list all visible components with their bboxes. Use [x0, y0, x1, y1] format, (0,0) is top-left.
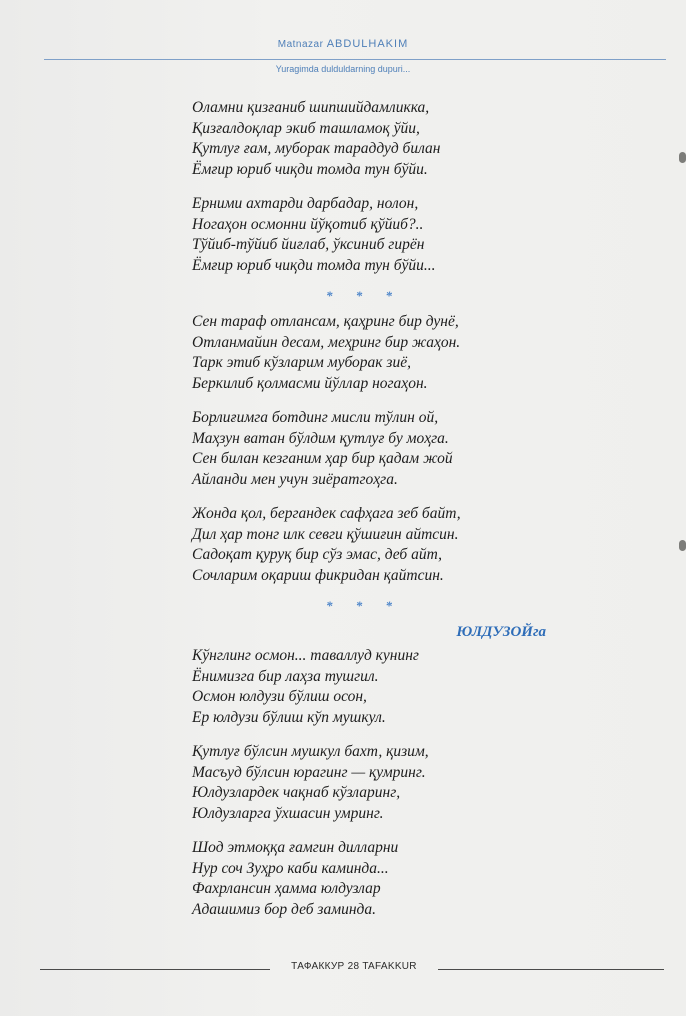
stanza [192, 742, 572, 824]
poem-line: Ногаҳон осмонни йўқотиб қўйиб?.. [192, 215, 424, 233]
author-last-name: ABDULHAKIM [326, 38, 409, 50]
punch-hole-icon [679, 540, 686, 551]
stanza [192, 504, 572, 586]
poem-line: Ёмғир юриб чиқди томда тун бўйи... [192, 256, 436, 274]
poem-line: Кўнглинг осмон... таваллуд кунинг [192, 647, 419, 664]
poem-line: Шод этмоққа ғамгин дилларни [192, 839, 399, 856]
poem-line: Садоқат қуруқ бир сўз эмас, деб айт, [192, 546, 443, 563]
stanza [192, 312, 572, 394]
poem-line: Ерними ахтарди дарбадар, нолон, [192, 195, 419, 212]
section-separator: * * * [326, 598, 402, 613]
footer-divider-right [438, 969, 664, 970]
poem-line: Адашимиз бор деб заминда. [192, 900, 377, 918]
stanza [192, 646, 572, 728]
footer-divider-left [40, 969, 270, 970]
poem-line: Дил ҳар тонг илк севги қўшиғин айтсин. [192, 525, 459, 543]
poem-line: Тўйиб-тўйиб йиғлаб, ўксиниб гирён [192, 236, 425, 253]
poem-line: Осмон юлдузи бўлиш осон, [192, 688, 367, 705]
author-first-name: Matnazar [277, 39, 324, 50]
poem-line: Қизғалдоқлар экиб ташламоқ ўйи, [192, 119, 420, 137]
poem-line: Беркилиб қолмасми йўллар ногаҳон. [192, 374, 428, 392]
poem-line: Қутлуғ ғам, муборак тараддуд билан [192, 140, 441, 157]
poem-line: Нур соч Зуҳро каби каминда... [192, 859, 389, 877]
page-header [0, 0, 686, 80]
stanza [192, 408, 572, 490]
poem-line: Маҳзун ватан бўлдим қутлуғ бу моҳга. [192, 429, 449, 447]
poem-line: Юлдузлардек чақнаб кўзларинг, [192, 784, 401, 801]
poem-title-suffix: га [532, 624, 546, 640]
poem-body [192, 98, 572, 934]
poem-title-main: ЮЛДУЗОЙ [456, 624, 533, 640]
author-name [0, 38, 686, 50]
footer-journal-page: ТАФАККУР 28 TAFAKKUR [291, 961, 417, 972]
stanza [192, 194, 572, 276]
section-separator: * * * [326, 288, 402, 303]
page-footer [0, 960, 686, 980]
poem-line: Қутлуғ бўлсин мушкул бахт, қизим, [192, 743, 429, 760]
poem-line: Ёнимизга бир лаҳза тушгил. [192, 667, 379, 685]
poem-line: Отланмайин десам, меҳринг бир жаҳон. [192, 333, 461, 351]
poem-line: Ёмғир юриб чиқди томда тун бўйи. [192, 160, 428, 178]
stanza [192, 838, 572, 920]
poem-line: Сен тараф отлансам, қаҳринг бир дунё, [192, 313, 459, 330]
punch-hole-icon [679, 152, 686, 163]
poem-line: Ер юлдузи бўлиш кўп мушкул. [192, 708, 386, 726]
poem-line: Сочларим оқариш фикридан қайтсин. [192, 566, 444, 584]
header-divider [44, 59, 666, 60]
poem-line: Айланди мен учун зиёратгоҳга. [192, 470, 398, 488]
poem-line: Юлдузларга ўхшасин умринг. [192, 804, 384, 822]
poem-line: Фахрлансин ҳамма юлдузлар [192, 880, 381, 897]
stanza [192, 98, 572, 180]
poem-title [192, 622, 572, 642]
poem-line: Оламни қизғаниб шипшийдамликка, [192, 99, 430, 116]
poem-line: Сен билан кезганим ҳар бир қадам жой [192, 450, 453, 467]
poem-line: Борлиғимга ботдинг мисли тўлин ой, [192, 409, 439, 426]
poem-line: Масъуд бўлсин юрагинг — қумринг. [192, 763, 426, 781]
poem-line: Тарк этиб кўзларим муборак зиё, [192, 354, 411, 371]
book-title: Yuragimda dulduldarning dupuri... [275, 64, 411, 74]
poem-line: Жонда қол, бергандек сафҳага зеб байт, [192, 505, 461, 522]
